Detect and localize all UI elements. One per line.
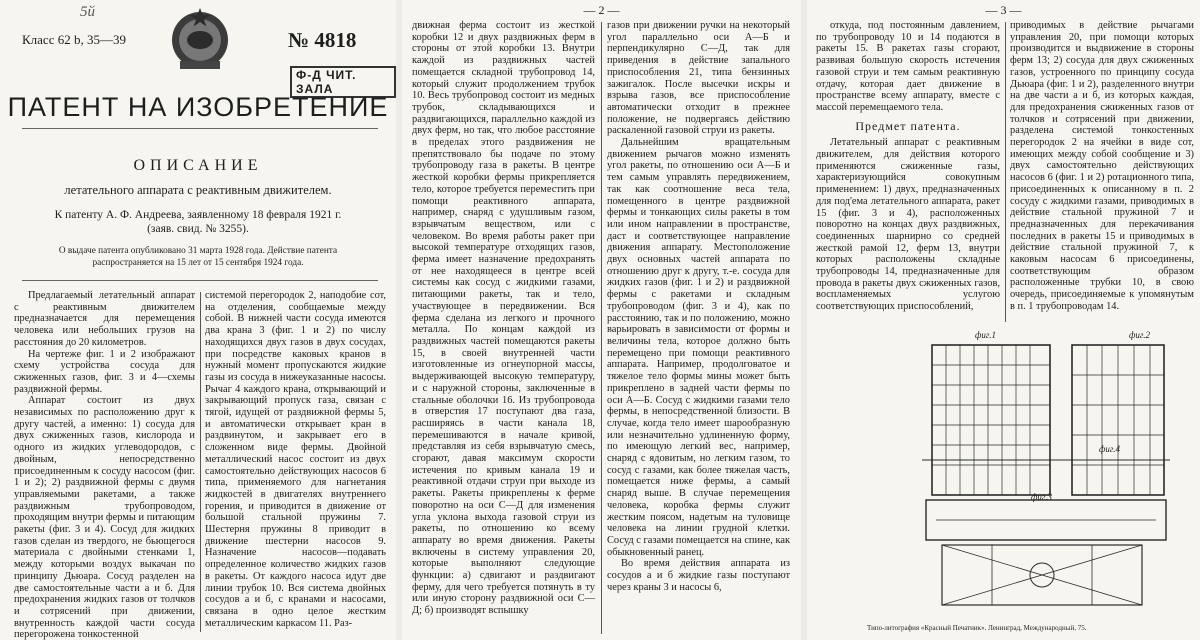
reference-line-2: (заяв. свид. № 3255). <box>147 223 249 235</box>
page2-left-column <box>412 20 595 617</box>
publication-rule <box>22 280 378 281</box>
figure-label-4: фиг.4 <box>1099 444 1121 454</box>
figure-label-3: фиг.3 <box>1031 492 1053 502</box>
patent-page-3 <box>807 0 1200 640</box>
subject-title: летательного аппарата с реактивным движителем. <box>64 183 332 197</box>
handwritten-stamp: 5й <box>80 4 95 20</box>
patent-page-1 <box>0 0 396 640</box>
claims-heading: Предмет патента. <box>855 118 961 133</box>
column-divider <box>601 22 602 634</box>
page1-right-column <box>205 290 386 629</box>
page2-right-column <box>607 20 790 593</box>
page3-left-column <box>816 20 1000 313</box>
paragraph: приводимых в действие рычагами управления 20, при помощи которых производится и выдвижение в стороны ферм 13; 2) сосуда для двух сжиженных газов, устроенного по принципу сосуда Дьюара (фиг. 1 и 2), разделенного внутри на две части а и б, из которых каждая, для предохранения сжиженных газов от толчков и сотрясений при движении, разделена системой тонкостенных перегородок 2 на ячейки в виде сот, имеющих между собой сообщение и 3) двух самостоятельно действующих насосов 6 (фиг. 1 и 2) ротационного типа, присоединенных к описанному в п. 2 сосуду с жидкими газами, приводимых в действие стальной пружиной 7 и предназначенных для перекачивания последних в ракеты 15 и приводимых в действие стальной пружиной 7, к каковым насосам 6 присоединены, соответствующим образом расположенные трубки 10, в свою очередь, присоединяемые к упомянутым в п. 1 трубопроводам 14. <box>1010 20 1194 312</box>
paragraph: Аппарат состоит из двух независимых по расположению друг к другу частей, а именно: 1) сосуда для двух сжиженных газов, кислорода и одного из жидких углеводородов, с двойным, непосредственно присоединенным к сосуду насосом (фиг. 1 и 2); 2) раздвижной фермы с двумя управляемыми ракетами, а также раздвижным трубопроводом, проходящим внутри фермы и питающим ракеты (фиг. 3 и 4). Сосуд для жидких газов сделан из твердого, не бьющегося материала с двойными стенками 1, между которыми воздух выкачан по принципу Дьюара. Сосуд разделен на две самостоятельные части а и б. Для предохранения жидких газов от толчков и сотрясений при движении, внутренность каждой части сосуда перегорожена тонкостенной <box>14 395 195 640</box>
printer-imprint: Типо-литография «Красный Печатник». Ленинград, Международный, 75. <box>867 624 1087 632</box>
paragraph: Дальнейшим вращательным движением рычагов можно изменять угол ракеты, по отношению оси А—Б и тем самым управлять передвижением, так как соотношение веса тела, помещенного в центре раздвижной фермы и тонкающих силы ракеты в том или ином направлении в пространстве, даст и соответствующее направление движения аппарату. Местоположение двух основных частей аппарата по отношению друг к другу, т.-е. сосуда для жидких газов (фиг. 1 и 2) и раздвижной фермы с ракетами и складным трубопроводом (фиг. 3 и 4), как по расстоянию, так и по положению, можно варьировать в зависимости от формы и величины тела, которое должно быть перемещено при помощи реактивного аппарата. Например, продолговатое и тяжелое тело формы мины может быть прикреплено в задней части фермы по оси А—Б. Сосуд с жидкими газами тело фермы, в непосредственной близости. В случае, когда тело имеет шарообразную или незначительно удлиненную форму, по имеющую легкий вес, например, снаряд с ядовитым, но легким газом, то сосуд с газами, как более тяжелая часть, помещается ниже фермы, а самый снаряд выше. В случае перемещения человека, коробка фермы служит жестким поясом, надетым на туловище человека на линии грудной клетки. Сосуд с газами помещается на спине, как обыкновенный ранец. <box>607 137 790 558</box>
paragraph: Летательный аппарат с реактивным движителем, для действия которого применяются сжиженные газы, характеризующийся совокупным применением: 1) двух, предназначенных для под'ема летательного аппарата, ракет 15 (фиг. 3 и 4), расположенных поворотно на концах двух раздвижных, соединенных шарнирно со средней жесткой рамой 12, ферм 13, внутри которых расположены складные трубопроводы 14, предназначенные для провода в ракеты двух сжиженных газов, воспламеняемых услугою соответствующих приспособлений, <box>816 137 1000 313</box>
page-number: — 2 — <box>583 3 620 17</box>
reference-line-1: К патенту А. Ф. Андреева, заявленному 18 февраля 1921 г. <box>54 209 342 221</box>
paragraph: системой перегородок 2, наподобие сот, на отделения, сообщаемые между собой. В нижней части сосуда имеются два крана 3 (фиг. 1 и 2) по числу находящихся двух газов в двух сосудах, при посредстве каковых кранов в нужный момент пропускаются жидкие газы из сосуда в нижеуказанные насосы. Рычаг 4 каждого крана, открывающий и закрывающий пропуск газа, связан с тягой, идущей от раздвижной фермы 5, и автоматически открывает кран в раздвинутом, и закрывает его в сложенном виде фермы. Двойной металлический насос состоит из двух самостоятельно действующих насосов 6 типа, применяемого для нагнетания жидкостей в двигателях внутреннего горения, и приводится в движение от большой стальной пружины 7. Шестерня пружины 8 приводит в движение шестерни насосов 9. Назначение насосов—подавать определенное количество жидких газов в ракеты. От каждого насоса идут две линии трубок 10. Вся система двойных сосудов а и б, с кранами и насосами, связана в одно целое жестким металлическим каркасом 11. Раз- <box>205 290 386 629</box>
page3-right-column <box>1010 20 1194 313</box>
paragraph: газов при движении ручки на некоторый угол параллельно оси А—Б и перпендикулярно С—Д, так для приведения в действие запального приспособления 21, типа бензинных зажигалок. После высечки искры и взрыва газов, все приспособление автоматически отходит в прежнее положение, не подвергаясь действию раскаленной газовой струи из ракеты. <box>607 20 790 137</box>
patent-page-2 <box>402 0 801 640</box>
technical-drawing <box>922 330 1170 620</box>
page1-left-column <box>14 290 195 640</box>
column-divider <box>1005 22 1006 322</box>
class-label: Класс 62 b, 35—39 <box>22 32 126 47</box>
paragraph: движная ферма состоит из жесткой коробки 12 и двух раздвижных ферм в стороны от этой коробки 13. Внутри каждой из раздвижных частей помещается складной трубопровод 14, который служит продолжением трубок 10. Весь трубопровод состоит из медных трубок, складывающихся и раздвигающихся, параллельно каждой из двух ферм, но так, что любое расстояние в пределах этого раздвижения не препятствовало бы подаче по этому трубопроводу газа в ракеты. В центре жесткой коробки фермы прикрепляется тело, которое требуется переместить при помощи реактивного аппарата, например, снаряд с удушливым газом, взрывчатым веществом, или с человеком. Во время работы ракет при высокой температуре отходящих газов, ферма имеет назначение предохранять от нее находящееся в центре всей системы как сосуд с жидкими газами, питающими ракеты, так и тело, участвующее в передвижении. Вся ферма сделана из легкого и прочного металла. По концам каждой из раздвижных частей помещаются ракеты 15, в своей внутренней части изготовленные из огнеупорной массы, выдерживающей высокую температуру, и с наружной стороны, заключенные в стальные оболочки 16. Из трубопровода в отверстия 17 поступают два газа, расширяясь в части канала 18, перемешиваются в начале кривой, представляя из себя взрывчатую смесь, сгорают, давая максимум скорости истечения по кривым канала 19 и реактивной отдачи струи при выходе из ракеты. Ракеты прикреплены к ферме поворотно на оси С—Д для изменения угла уклона выхода газовой струи из ракеты, по отношению ко всему аппарату во время движения. Ракеты включены в систему управления 20, которые выполняют следующие функции: а) сдвигают и раздвигают ферму, для чего требуется потянуть в ту или иную сторону раздвижной оси С—Д; б) производят вспышку <box>412 20 595 617</box>
publication-line-1: О выдаче патента опубликовано 31 марта 1928 года. Действие патента <box>58 246 338 256</box>
figure-label-2: фиг.2 <box>1129 330 1151 340</box>
heading-rule <box>22 128 378 129</box>
paragraph: Предлагаемый летательный аппарат с реактивным движителем предназначается для перемещения человека или небольших грузов на расстояния до 20 километров. <box>14 290 195 348</box>
library-stamp: Ф-Д ЧИТ. ЗАЛА <box>290 66 396 98</box>
patent-number: № 4818 <box>288 28 357 52</box>
page-number: — 3 — <box>985 3 1022 17</box>
column-divider <box>200 292 201 632</box>
paragraph: откуда, под постоянным давлением, по трубопроводу 10 и 14 подаются в ракеты 15. В ракетах газы сгорают, развивая большую скорость истечения газовой струи и тем самым реактивную отдачу, которая дает движение в пространстве всему аппарату, вместе с массой перемещаемого тела. <box>816 20 1000 113</box>
paragraph: На чертеже фиг. 1 и 2 изображают схему устройства сосуда для сжиженных газов, фиг. 3 и 4—схемы раздвижной фермы. <box>14 348 195 395</box>
ussr-emblem-icon <box>160 6 240 72</box>
section-title: ОПИСАНИЕ <box>133 157 263 174</box>
patent-heading: ПАТЕНТ НА ИЗОБРЕТЕНИЕ <box>7 92 389 122</box>
publication-line-2: распространяется на 15 лет от 15 сентября 1924 года. <box>92 258 304 268</box>
figure-label-1: фиг.1 <box>975 330 997 340</box>
paragraph: Во время действия аппарата из сосудов а и б жидкие газы поступают через краны 3 и насосы 6, <box>607 558 790 593</box>
